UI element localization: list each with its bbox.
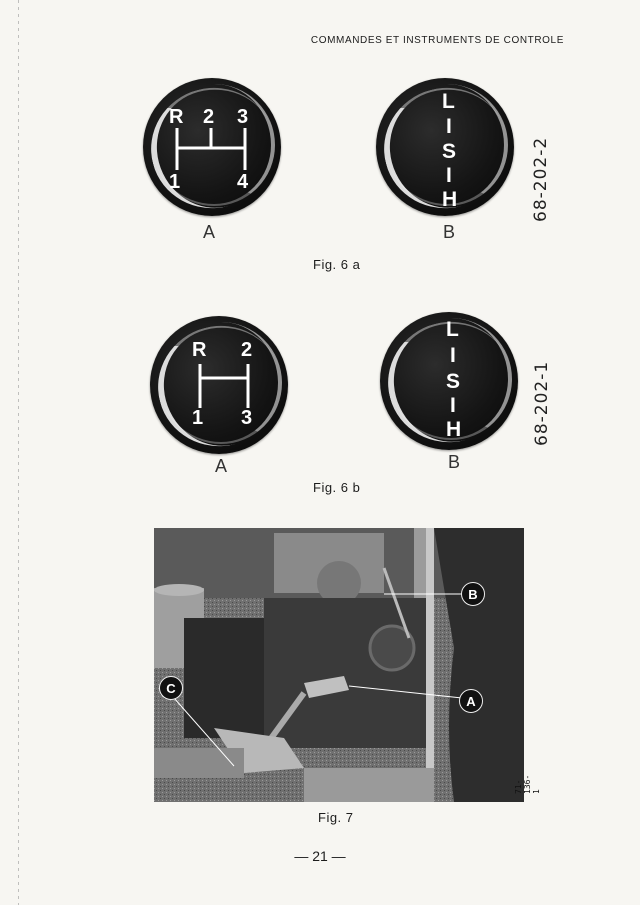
range-i: I <box>446 115 452 138</box>
fig6a-caption: Fig. 6 a <box>313 257 361 272</box>
fig6a-shift-pattern-4 <box>143 78 281 216</box>
gear-1: 1 <box>169 171 181 193</box>
fig7-photo-id: 71-136-1 <box>514 774 541 794</box>
fig6a-label-b: B <box>443 222 456 242</box>
fig7-tractor-photo <box>154 528 541 802</box>
gear-3: 3 <box>237 106 249 128</box>
range-s: S <box>442 140 457 163</box>
page-number: — 21 — <box>294 848 346 864</box>
fig6b-range-pattern <box>380 312 518 450</box>
fig7-caption: Fig. 7 <box>318 810 354 825</box>
fig6b-serial: 68-202-1 <box>532 360 552 446</box>
range-i: I <box>450 344 456 367</box>
gear-2: 2 <box>203 106 215 128</box>
gear-1: 1 <box>192 407 204 429</box>
fig6b-caption: Fig. 6 b <box>313 480 361 495</box>
fig6b-label-a: A <box>215 456 228 476</box>
gear-r: R <box>169 106 184 128</box>
fig7-callout-c: C <box>159 676 183 700</box>
page-header: COMMANDES ET INSTRUMENTS DE CONTROLE <box>310 35 564 46</box>
range-i2: I <box>446 164 452 187</box>
range-s: S <box>446 370 461 393</box>
binding-edge <box>18 0 19 905</box>
fig6a-range-pattern <box>376 78 514 216</box>
fig6b-knob-a <box>150 316 288 454</box>
fig6a-knob-b <box>376 78 514 216</box>
fig6b-knob-b <box>380 312 518 450</box>
gear-4: 4 <box>237 171 249 193</box>
fig6a-serial: 68-202-2 <box>531 136 551 222</box>
gear-2: 2 <box>241 339 253 361</box>
fig6a-label-a: A <box>203 222 216 242</box>
fig6b-label-b: B <box>448 452 461 472</box>
fig6a-knob-a <box>143 78 281 216</box>
range-i2: I <box>450 394 456 417</box>
range-h: H <box>442 188 458 211</box>
fig7-callout-b: B <box>461 582 485 606</box>
fig6b-shift-pattern-3 <box>150 316 288 454</box>
gear-r: R <box>192 339 207 361</box>
fig7-callout-a: A <box>459 689 483 713</box>
gear-3: 3 <box>241 407 253 429</box>
fig7-photo-drawing <box>154 528 524 802</box>
range-l: L <box>442 90 455 113</box>
range-h: H <box>446 418 462 441</box>
range-l: L <box>446 318 459 341</box>
